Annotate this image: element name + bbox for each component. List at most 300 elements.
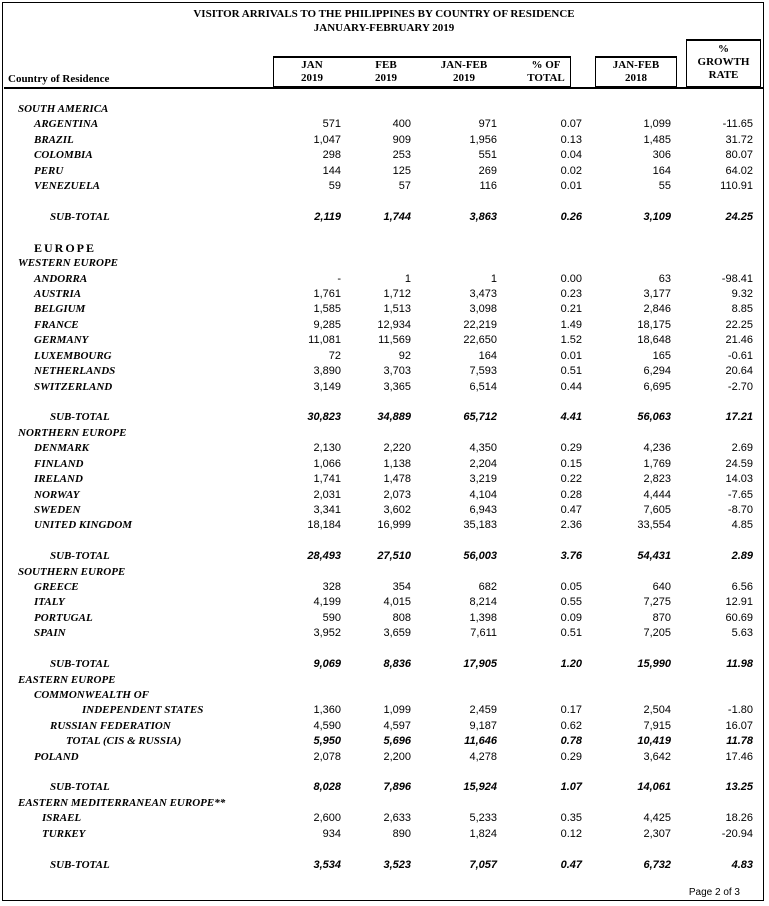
cell-col-3: 3,098 bbox=[469, 303, 497, 316]
row-header: Country of Residence bbox=[8, 73, 110, 85]
row-label: AUSTRIA bbox=[34, 288, 82, 301]
cell-col-6: 20.64 bbox=[725, 365, 753, 378]
cell-col-6: 9.32 bbox=[731, 288, 753, 301]
cell-col-2: 3,703 bbox=[383, 365, 411, 378]
data-row bbox=[3, 611, 765, 626]
cell-col-1: 934 bbox=[322, 827, 341, 840]
cell-col-6: 24.25 bbox=[725, 210, 753, 223]
cell-col-4: 0.55 bbox=[560, 596, 582, 609]
cell-col-4: 0.07 bbox=[560, 118, 582, 131]
cell-col-2: 27,510 bbox=[377, 550, 411, 563]
report-page bbox=[2, 2, 764, 901]
subtotal-row bbox=[3, 858, 765, 873]
cell-col-4: 3.76 bbox=[560, 550, 582, 563]
cell-col-5: 33,554 bbox=[637, 519, 671, 532]
cell-col-5: 2,504 bbox=[643, 704, 671, 717]
data-row bbox=[3, 595, 765, 610]
cell-col-2: 5,696 bbox=[383, 735, 411, 748]
cell-col-6: 13.25 bbox=[725, 781, 753, 794]
data-row bbox=[3, 827, 765, 842]
cell-col-5: 4,236 bbox=[643, 442, 671, 455]
row-label: TURKEY bbox=[42, 827, 86, 840]
row-label: ITALY bbox=[34, 596, 65, 609]
cell-col-5: 56,063 bbox=[637, 411, 671, 424]
cell-col-6: -0.61 bbox=[727, 349, 753, 362]
row-label: ARGENTINA bbox=[34, 118, 99, 131]
data-row bbox=[3, 148, 765, 163]
cell-col-2: 909 bbox=[392, 133, 411, 146]
cell-col-3: 22,219 bbox=[463, 318, 497, 331]
row-label: SPAIN bbox=[34, 627, 66, 640]
data-row bbox=[3, 349, 765, 364]
cell-col-6: 22.25 bbox=[725, 318, 753, 331]
row-label: FRANCE bbox=[34, 318, 79, 331]
cell-col-4: 0.05 bbox=[560, 581, 582, 594]
cell-col-4: 0.47 bbox=[560, 503, 582, 516]
cell-col-6: 2.69 bbox=[731, 442, 753, 455]
cell-col-6: 12.91 bbox=[725, 596, 753, 609]
cell-col-4: 0.29 bbox=[560, 750, 582, 763]
row-label: SUB-TOTAL bbox=[50, 781, 110, 794]
cell-col-6: 64.02 bbox=[725, 164, 753, 177]
cell-col-5: 54,431 bbox=[637, 550, 671, 563]
col-header-pct-total: % OF TOTAL bbox=[527, 59, 565, 84]
row-label: TOTAL (CIS & RUSSIA) bbox=[66, 735, 182, 748]
row-label: UNITED KINGDOM bbox=[34, 519, 133, 532]
cell-col-1: 571 bbox=[322, 118, 341, 131]
data-row bbox=[3, 333, 765, 348]
cell-col-1: 2,130 bbox=[313, 442, 341, 455]
cell-col-4: 0.21 bbox=[560, 303, 582, 316]
header-rule bbox=[4, 87, 763, 89]
data-row bbox=[3, 272, 765, 287]
cell-col-3: 1 bbox=[490, 272, 497, 285]
cell-col-4: 0.47 bbox=[560, 858, 582, 871]
cell-col-2: 11,569 bbox=[378, 334, 411, 347]
col-header-janfeb-2018: JAN-FEB 2018 bbox=[612, 59, 660, 84]
section-row bbox=[3, 426, 765, 441]
row-label: POLAND bbox=[34, 750, 79, 763]
row-label: EASTERN MEDITERRANEAN EUROPE** bbox=[18, 796, 226, 809]
cell-col-2: 92 bbox=[398, 349, 411, 362]
section-row bbox=[3, 673, 765, 688]
cell-col-3: 3,473 bbox=[469, 288, 497, 301]
cell-col-3: 116 bbox=[479, 180, 497, 193]
cell-col-2: 1,744 bbox=[383, 210, 411, 223]
cell-col-5: 164 bbox=[652, 164, 671, 177]
row-label: SUB-TOTAL bbox=[50, 658, 110, 671]
cell-col-1: 30,823 bbox=[307, 411, 341, 424]
cell-col-1: 3,341 bbox=[313, 503, 341, 516]
cell-col-4: 0.78 bbox=[560, 735, 582, 748]
cell-col-5: 165 bbox=[652, 349, 671, 362]
cell-col-6: 2.89 bbox=[731, 550, 753, 563]
data-row bbox=[3, 503, 765, 518]
cell-col-1: 1,585 bbox=[313, 303, 341, 316]
cell-col-2: 890 bbox=[392, 827, 411, 840]
cell-col-6: 17.46 bbox=[725, 750, 753, 763]
row-label: INDEPENDENT STATES bbox=[82, 704, 204, 717]
row-label: NORWAY bbox=[34, 488, 80, 501]
cell-col-1: 2,119 bbox=[314, 210, 341, 223]
cell-col-2: 1,138 bbox=[383, 457, 411, 470]
cell-col-3: 971 bbox=[478, 118, 497, 131]
cell-col-3: 4,104 bbox=[469, 488, 497, 501]
cell-col-5: 3,177 bbox=[643, 288, 671, 301]
data-row bbox=[3, 164, 765, 179]
cell-col-5: 4,444 bbox=[643, 488, 671, 501]
cell-col-2: 1,478 bbox=[383, 473, 411, 486]
cell-col-4: 0.29 bbox=[560, 442, 582, 455]
row-label: RUSSIAN FEDERATION bbox=[50, 719, 171, 732]
cell-col-3: 7,057 bbox=[469, 858, 497, 871]
cell-col-1: 3,534 bbox=[313, 858, 341, 871]
cell-col-6: 14.03 bbox=[725, 473, 753, 486]
cell-col-5: 3,642 bbox=[643, 750, 671, 763]
cell-col-5: 6,294 bbox=[643, 365, 671, 378]
blank-row bbox=[3, 195, 765, 210]
cell-col-1: 298 bbox=[322, 149, 341, 162]
cell-col-3: 164 bbox=[478, 349, 497, 362]
data-row bbox=[3, 318, 765, 333]
data-row bbox=[3, 811, 765, 826]
cell-col-6: -1.80 bbox=[727, 704, 753, 717]
cell-col-1: 4,199 bbox=[313, 596, 341, 609]
cell-col-6: -20.94 bbox=[721, 827, 753, 840]
row-label: SOUTHERN EUROPE bbox=[18, 565, 126, 578]
cell-col-2: 125 bbox=[392, 164, 411, 177]
region-row bbox=[3, 241, 765, 256]
cell-col-1: 3,952 bbox=[313, 627, 341, 640]
cell-col-3: 15,924 bbox=[463, 781, 497, 794]
cell-col-1: 18,184 bbox=[307, 519, 341, 532]
cell-col-4: 0.00 bbox=[560, 272, 582, 285]
cell-col-4: 4.41 bbox=[560, 411, 582, 424]
cell-col-6: 11.98 bbox=[726, 658, 753, 671]
data-row bbox=[3, 133, 765, 148]
cell-col-3: 1,824 bbox=[469, 827, 497, 840]
cell-col-1: 3,149 bbox=[313, 380, 341, 393]
cell-col-2: 4,015 bbox=[383, 596, 411, 609]
cell-col-2: 3,602 bbox=[383, 503, 411, 516]
cell-col-3: 3,863 bbox=[469, 210, 497, 223]
row-label: COMMONWEALTH OF bbox=[34, 688, 150, 701]
cell-col-3: 56,003 bbox=[463, 550, 497, 563]
cell-col-5: 63 bbox=[658, 272, 671, 285]
cell-col-2: 1,712 bbox=[383, 288, 411, 301]
cell-col-3: 4,278 bbox=[469, 750, 497, 763]
cell-col-2: 3,365 bbox=[383, 380, 411, 393]
cell-col-4: 0.26 bbox=[560, 210, 582, 223]
data-row bbox=[3, 703, 765, 718]
cell-col-3: 2,459 bbox=[469, 704, 497, 717]
cell-col-6: 31.72 bbox=[725, 133, 753, 146]
report-subtitle: JANUARY-FEBRUARY 2019 bbox=[313, 22, 455, 34]
data-row bbox=[3, 117, 765, 132]
cell-col-6: 6.56 bbox=[731, 581, 753, 594]
cell-col-3: 8,214 bbox=[469, 596, 497, 609]
row-label: FINLAND bbox=[34, 457, 84, 470]
cell-col-6: 4.85 bbox=[731, 519, 753, 532]
cell-col-6: -2.70 bbox=[727, 380, 753, 393]
row-label: NORTHERN EUROPE bbox=[18, 426, 127, 439]
cell-col-5: 18,175 bbox=[637, 318, 671, 331]
cell-col-6: 60.69 bbox=[725, 611, 753, 624]
cell-col-6: 24.59 bbox=[725, 457, 753, 470]
cell-col-5: 306 bbox=[652, 149, 671, 162]
cell-col-1: 1,360 bbox=[313, 704, 341, 717]
cell-col-6: -98.41 bbox=[721, 272, 753, 285]
cell-col-1: 1,761 bbox=[313, 288, 341, 301]
cell-col-4: 0.02 bbox=[560, 164, 582, 177]
cell-col-1: 1,741 bbox=[313, 473, 341, 486]
col-header-feb-2019: FEB 2019 bbox=[375, 59, 397, 84]
cell-col-5: 640 bbox=[652, 581, 671, 594]
row-label: ISRAEL bbox=[42, 812, 82, 825]
data-row bbox=[3, 457, 765, 472]
cell-col-1: 59 bbox=[328, 180, 341, 193]
cell-col-6: 80.07 bbox=[725, 149, 753, 162]
cell-col-3: 5,233 bbox=[469, 812, 497, 825]
report-title: VISITOR ARRIVALS TO THE PHILIPPINES BY COUNTRY OF RESIDENCE bbox=[193, 8, 575, 20]
cell-col-6: -8.70 bbox=[727, 503, 753, 516]
cell-col-3: 4,350 bbox=[469, 442, 497, 455]
cell-col-3: 551 bbox=[478, 149, 497, 162]
blank-row bbox=[3, 534, 765, 549]
row-label: SUB-TOTAL bbox=[50, 550, 110, 563]
cell-col-2: 808 bbox=[392, 611, 411, 624]
cell-col-4: 0.09 bbox=[560, 611, 582, 624]
col-header-janfeb-2019: JAN-FEB 2019 bbox=[440, 59, 488, 84]
cell-col-1: 1,047 bbox=[313, 133, 341, 146]
cell-col-5: 7,275 bbox=[643, 596, 671, 609]
subtotal-row bbox=[3, 657, 765, 672]
row-label: EASTERN EUROPE bbox=[18, 673, 116, 686]
row-label: SUB-TOTAL bbox=[50, 411, 110, 424]
cell-col-4: 1.52 bbox=[560, 334, 582, 347]
section-row bbox=[3, 102, 765, 117]
cell-col-2: 354 bbox=[392, 581, 411, 594]
row-label: PERU bbox=[34, 164, 64, 177]
cell-col-4: 0.17 bbox=[560, 704, 582, 717]
data-row bbox=[3, 626, 765, 641]
cell-col-2: 2,200 bbox=[383, 750, 411, 763]
cell-col-6: -7.65 bbox=[727, 488, 753, 501]
row-label: GREECE bbox=[34, 581, 79, 594]
cell-col-6: 5.63 bbox=[731, 627, 753, 640]
cell-col-2: 3,659 bbox=[383, 627, 411, 640]
cell-col-3: 7,593 bbox=[469, 365, 497, 378]
cell-col-4: 0.44 bbox=[560, 380, 582, 393]
cell-col-4: 0.62 bbox=[560, 719, 582, 732]
cell-col-3: 7,611 bbox=[470, 627, 497, 640]
cell-col-3: 17,905 bbox=[463, 658, 497, 671]
cell-col-1: 5,950 bbox=[313, 735, 341, 748]
cell-col-1: 4,590 bbox=[313, 719, 341, 732]
cell-col-4: 0.12 bbox=[560, 827, 582, 840]
cell-col-3: 682 bbox=[478, 581, 497, 594]
col-header-growth-rate: % GROWTH RATE bbox=[697, 43, 750, 81]
cell-col-4: 0.28 bbox=[560, 488, 582, 501]
cell-col-4: 1.07 bbox=[560, 781, 582, 794]
row-label: ANDORRA bbox=[34, 272, 88, 285]
cell-col-3: 65,712 bbox=[463, 411, 497, 424]
cell-col-1: 328 bbox=[322, 581, 341, 594]
cell-col-3: 3,219 bbox=[469, 473, 497, 486]
cell-col-3: 269 bbox=[478, 164, 497, 177]
cell-col-3: 11,646 bbox=[464, 735, 497, 748]
section-row bbox=[3, 796, 765, 811]
cell-col-5: 870 bbox=[652, 611, 671, 624]
data-row bbox=[3, 302, 765, 317]
cell-col-1: 72 bbox=[328, 349, 341, 362]
cell-col-5: 6,695 bbox=[643, 380, 671, 393]
row-label: SOUTH AMERICA bbox=[18, 103, 109, 115]
row-label: BRAZIL bbox=[34, 133, 74, 146]
row-label: LUXEMBOURG bbox=[34, 349, 112, 362]
cell-col-3: 2,204 bbox=[469, 457, 497, 470]
cell-col-6: 16.07 bbox=[725, 719, 753, 732]
cell-col-6: 18.26 bbox=[725, 812, 753, 825]
cell-col-2: 253 bbox=[392, 149, 411, 162]
cell-col-1: - bbox=[337, 272, 341, 285]
cell-col-1: 144 bbox=[322, 164, 341, 177]
cell-col-6: 17.21 bbox=[725, 411, 753, 424]
blank-row bbox=[3, 225, 765, 240]
blank-row bbox=[3, 642, 765, 657]
data-row bbox=[3, 380, 765, 395]
cell-col-6: 4.83 bbox=[731, 858, 753, 871]
section-row bbox=[3, 565, 765, 580]
cell-col-5: 7,605 bbox=[643, 503, 671, 516]
data-row bbox=[3, 179, 765, 194]
cell-col-1: 1,066 bbox=[313, 457, 341, 470]
data-row bbox=[3, 580, 765, 595]
row-label: SUB-TOTAL bbox=[50, 858, 110, 871]
cell-col-5: 7,915 bbox=[643, 719, 671, 732]
cell-col-1: 9,285 bbox=[313, 318, 341, 331]
col-header-jan-2019: JAN 2019 bbox=[301, 59, 323, 84]
cell-col-5: 2,823 bbox=[643, 473, 671, 486]
cell-col-1: 590 bbox=[322, 611, 341, 624]
cell-col-4: 0.35 bbox=[560, 812, 582, 825]
total-row bbox=[3, 734, 765, 749]
cell-col-2: 34,889 bbox=[377, 411, 411, 424]
cell-col-6: 11.78 bbox=[726, 735, 753, 748]
cell-col-3: 1,956 bbox=[469, 133, 497, 146]
cell-col-2: 12,934 bbox=[377, 318, 411, 331]
row-label: DENMARK bbox=[34, 442, 90, 455]
cell-col-5: 18,648 bbox=[637, 334, 671, 347]
cell-col-6: 110.91 bbox=[720, 180, 753, 193]
cell-col-2: 400 bbox=[392, 118, 411, 131]
cell-col-1: 2,600 bbox=[313, 812, 341, 825]
cell-col-2: 16,999 bbox=[377, 519, 411, 532]
data-row bbox=[3, 364, 765, 379]
cell-col-4: 1.20 bbox=[560, 658, 582, 671]
cell-col-4: 0.04 bbox=[560, 149, 582, 162]
cell-col-4: 0.22 bbox=[560, 473, 582, 486]
cell-col-5: 7,205 bbox=[643, 627, 671, 640]
cell-col-2: 57 bbox=[398, 180, 411, 193]
section-row bbox=[3, 256, 765, 271]
cell-col-5: 1,769 bbox=[643, 457, 671, 470]
row-label: GERMANY bbox=[34, 334, 89, 347]
cell-col-1: 8,028 bbox=[313, 781, 341, 794]
cell-col-5: 10,419 bbox=[637, 735, 671, 748]
row-label: COLOMBIA bbox=[34, 149, 93, 162]
cell-col-5: 2,846 bbox=[643, 303, 671, 316]
cell-col-1: 2,031 bbox=[313, 488, 341, 501]
cell-col-5: 2,307 bbox=[643, 827, 671, 840]
data-row bbox=[3, 287, 765, 302]
cell-col-4: 0.51 bbox=[560, 365, 582, 378]
subtotal-row bbox=[3, 780, 765, 795]
cell-col-6: 8.85 bbox=[731, 303, 753, 316]
row-label: IRELAND bbox=[34, 473, 83, 486]
subtotal-row bbox=[3, 410, 765, 425]
row-label: BELGIUM bbox=[34, 303, 86, 316]
data-row bbox=[3, 719, 765, 734]
cell-col-5: 14,061 bbox=[637, 781, 671, 794]
data-row bbox=[3, 518, 765, 533]
row-label: SUB-TOTAL bbox=[50, 210, 110, 223]
cell-col-3: 1,398 bbox=[469, 611, 497, 624]
cell-col-4: 0.01 bbox=[560, 180, 582, 193]
cell-col-4: 0.15 bbox=[560, 457, 582, 470]
row-label: PORTUGAL bbox=[34, 611, 93, 624]
cell-col-4: 1.49 bbox=[560, 318, 582, 331]
cell-col-5: 15,990 bbox=[637, 658, 671, 671]
cell-col-5: 55 bbox=[658, 180, 671, 193]
cell-col-3: 9,187 bbox=[469, 719, 497, 732]
cell-col-4: 0.01 bbox=[560, 349, 582, 362]
cell-col-5: 6,732 bbox=[643, 858, 671, 871]
blank-row bbox=[3, 842, 765, 857]
cell-col-1: 9,069 bbox=[313, 658, 341, 671]
cell-col-2: 2,220 bbox=[383, 442, 411, 455]
data-row bbox=[3, 488, 765, 503]
cell-col-2: 1 bbox=[404, 272, 411, 285]
cell-col-2: 8,836 bbox=[383, 658, 411, 671]
cell-col-1: 28,493 bbox=[307, 550, 341, 563]
blank-row bbox=[3, 765, 765, 780]
cell-col-6: 21.46 bbox=[725, 334, 753, 347]
cell-col-1: 2,078 bbox=[313, 750, 341, 763]
cell-col-3: 35,183 bbox=[463, 519, 497, 532]
row-label: VENEZUELA bbox=[34, 180, 101, 193]
row-label: EUROPE bbox=[34, 240, 97, 255]
cell-col-5: 4,425 bbox=[643, 812, 671, 825]
row-label: SWITZERLAND bbox=[34, 380, 113, 393]
cell-col-4: 2.36 bbox=[560, 519, 582, 532]
row-label: WESTERN EUROPE bbox=[18, 257, 118, 270]
cell-col-1: 11,081 bbox=[308, 334, 341, 347]
data-row bbox=[3, 750, 765, 765]
data-row bbox=[3, 441, 765, 456]
cell-col-2: 4,597 bbox=[383, 719, 411, 732]
cell-col-3: 22,650 bbox=[463, 334, 497, 347]
cell-col-2: 7,896 bbox=[383, 781, 411, 794]
cell-col-2: 1,099 bbox=[383, 704, 411, 717]
cell-col-5: 1,099 bbox=[643, 118, 671, 131]
cell-col-3: 6,514 bbox=[469, 380, 497, 393]
cell-col-4: 0.13 bbox=[560, 133, 582, 146]
page-number: Page 2 of 3 bbox=[688, 887, 740, 898]
row-label: SWEDEN bbox=[34, 503, 81, 516]
cell-col-3: 6,943 bbox=[469, 503, 497, 516]
cell-col-2: 1,513 bbox=[383, 303, 411, 316]
